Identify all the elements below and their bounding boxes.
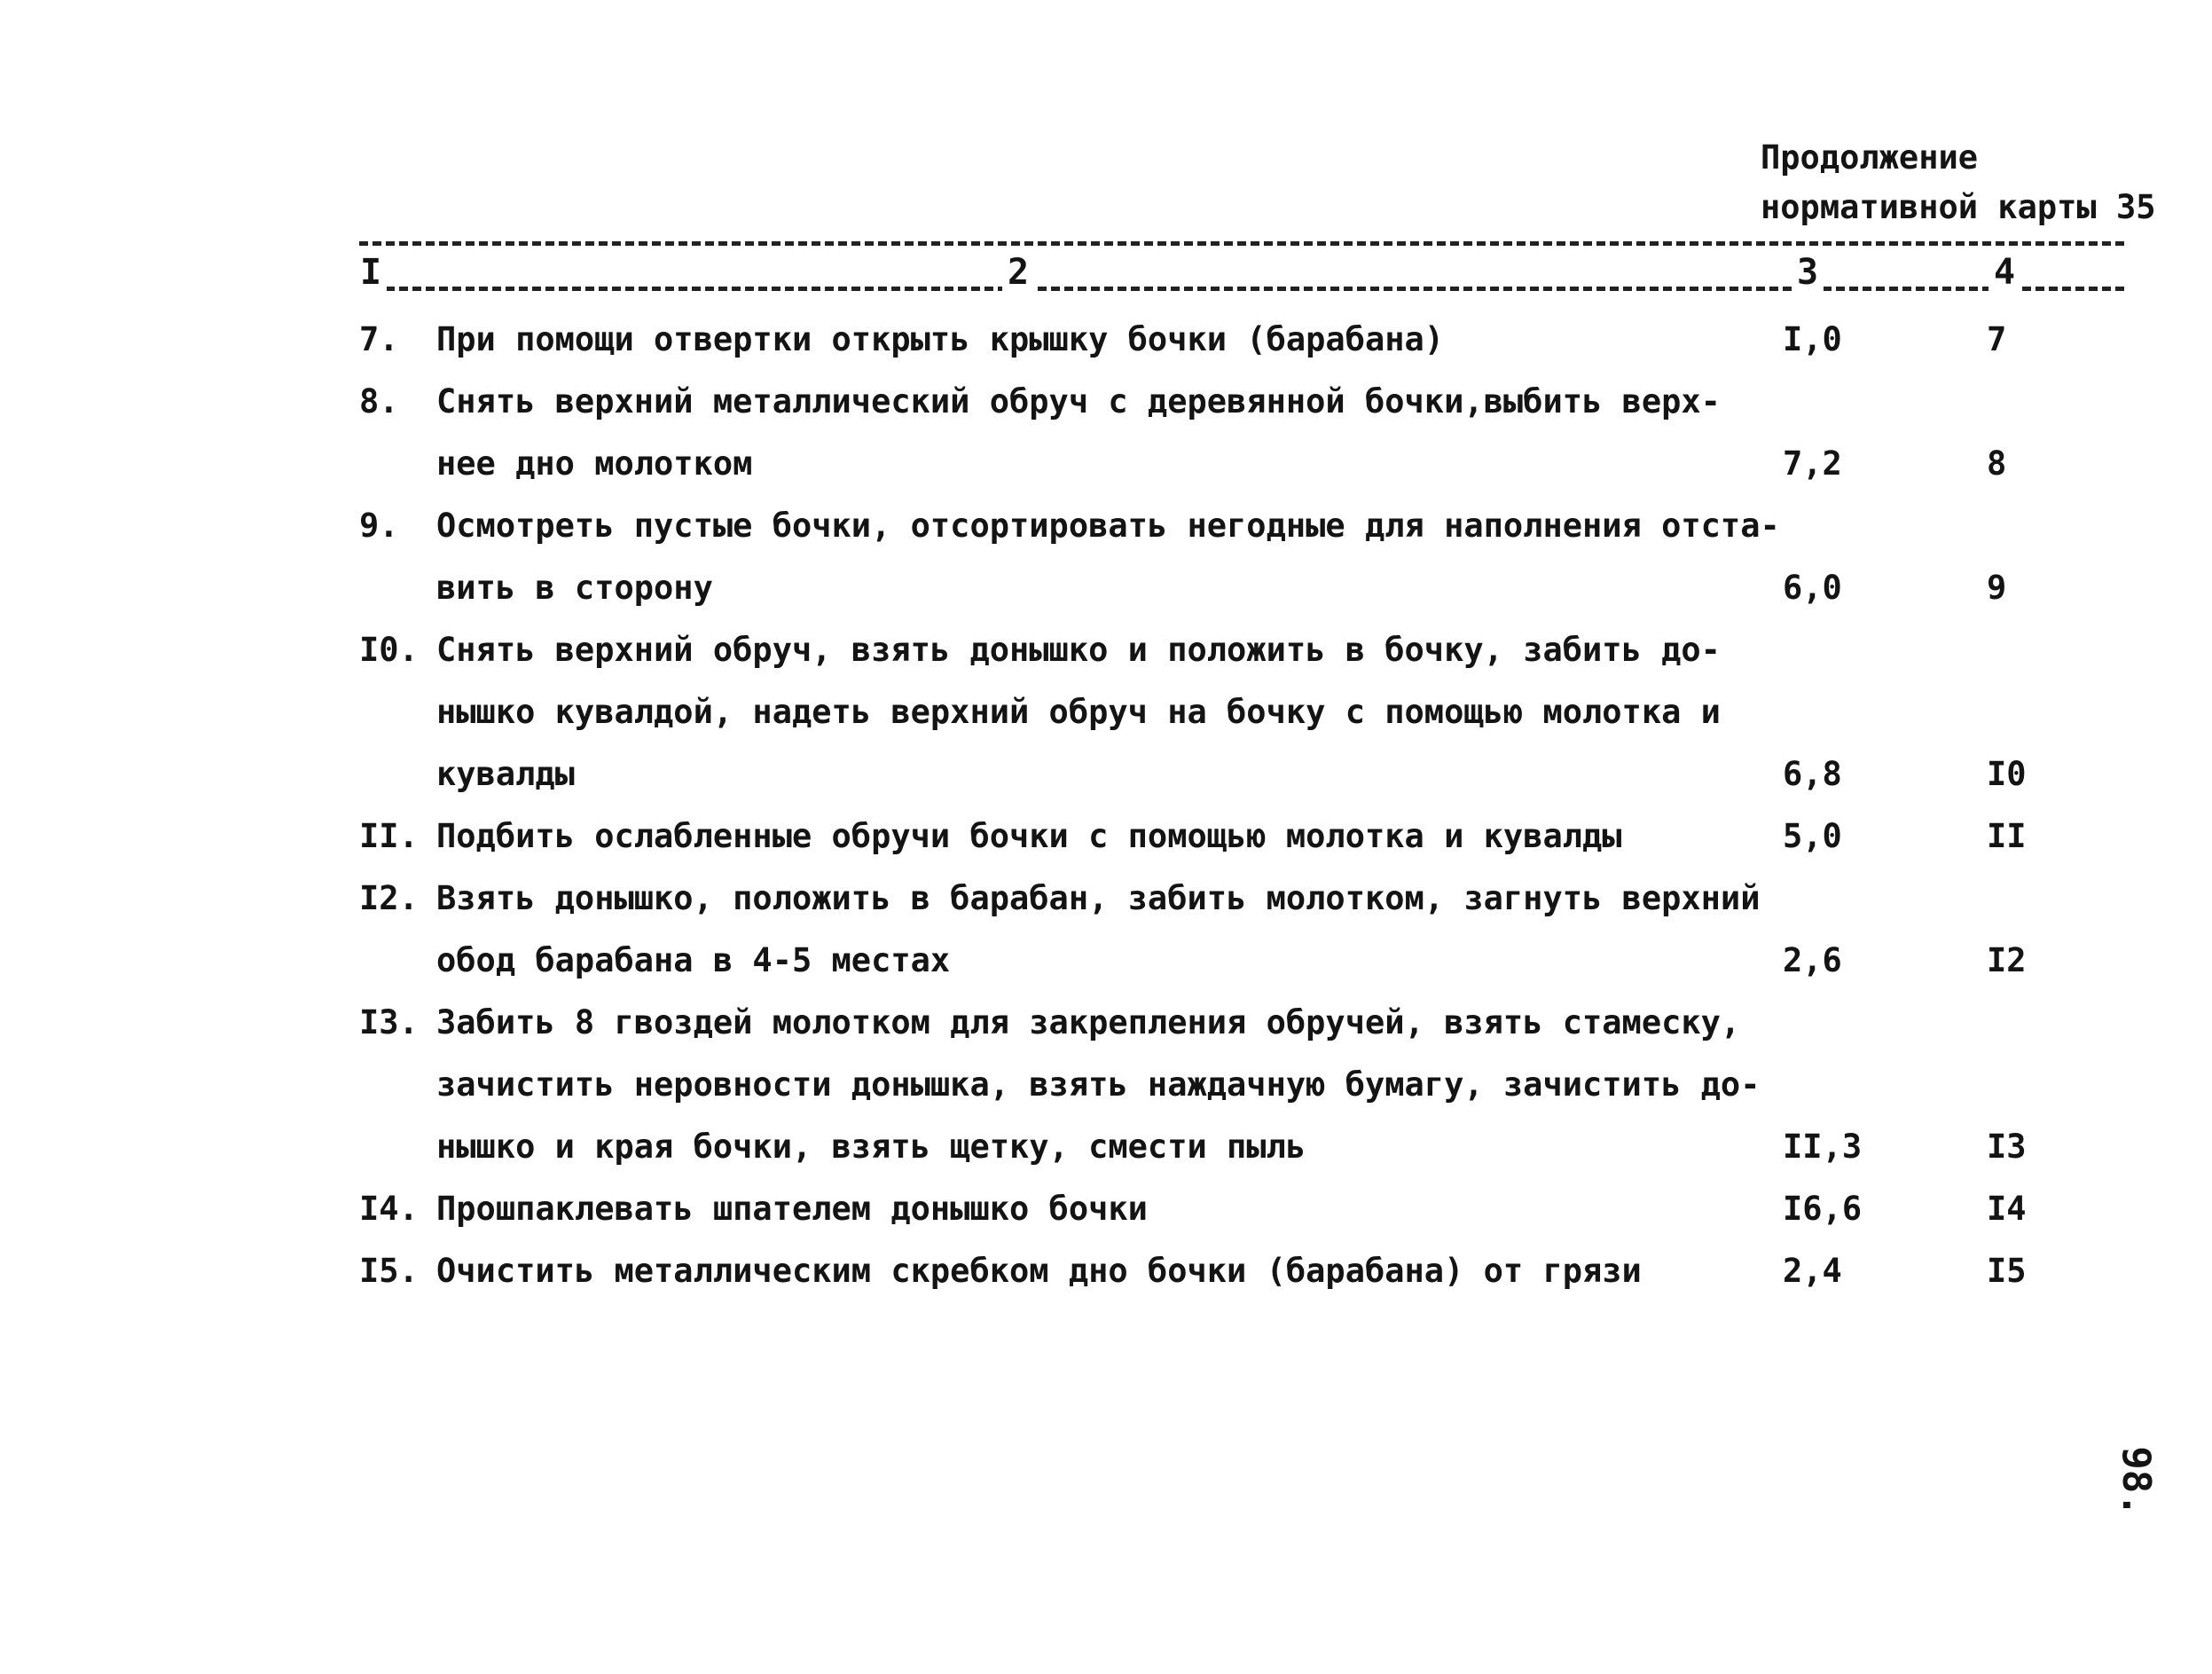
row-text-line: нышко кувалдой, надеть верхний обруч на бочку с помощью молотка и: [436, 693, 1721, 731]
column-header-4: 4: [1988, 253, 2020, 292]
column-header-3: 3: [1792, 253, 1824, 292]
row-text-line: нышко и края бочки, взять щетку, смести пыль: [436, 1128, 1306, 1166]
row-value: II,3: [1783, 1128, 1863, 1166]
row-text-line: вить в сторону: [436, 569, 713, 607]
row-number: I0.: [359, 631, 419, 669]
row-number: I3.: [359, 1003, 419, 1041]
row-reference: I3: [1987, 1128, 2027, 1166]
row-value: 2,4: [1783, 1252, 1842, 1290]
row-number: I2.: [359, 879, 419, 917]
row-number: II.: [359, 817, 419, 855]
row-number: I4.: [359, 1190, 419, 1228]
row-reference: I0: [1987, 755, 2027, 793]
row-text-line: Снять верхний металлический обруч с деревянной бочки,выбить верх-: [436, 382, 1721, 420]
row-value: 2,6: [1783, 941, 1842, 979]
row-value: I,0: [1783, 320, 1842, 358]
row-number: I5.: [359, 1252, 419, 1290]
row-text-line: Подбить ослабленные обручи бочки с помощью молотка и кувалды: [436, 817, 1622, 855]
row-number: 7.: [359, 320, 399, 358]
row-reference: I5: [1987, 1252, 2027, 1290]
row-reference: 9: [1987, 569, 2007, 607]
heading-line-1: Продолжение: [1761, 138, 1979, 177]
row-number: 9.: [359, 507, 399, 545]
row-text-line: Забить 8 гвоздей молотком для закрепления обручей, взять стамеску,: [436, 1003, 1741, 1041]
row-text-line: зачистить неровности донышка, взять наждачную бумагу, зачистить до-: [436, 1065, 1761, 1104]
row-reference: 8: [1987, 444, 2007, 483]
row-text-line: Снять верхний обруч, взять донышко и положить в бочку, забить до-: [436, 631, 1721, 669]
row-text-line: Взять донышко, положить в барабан, забить молотком, загнуть верхний: [436, 879, 1761, 917]
heading-line-2: нормативной карты 35: [1761, 188, 2156, 226]
row-value: 5,0: [1783, 817, 1842, 855]
table-header-rule: [359, 287, 2124, 291]
row-text-line: кувалды: [436, 755, 575, 793]
row-value: 7,2: [1783, 444, 1842, 483]
row-number: 8.: [359, 382, 399, 420]
row-reference: I4: [1987, 1190, 2027, 1228]
row-text-line: нее дно молотком: [436, 444, 753, 483]
row-text-line: Очистить металлическим скребком дно бочки (барабана) от грязи: [436, 1252, 1642, 1290]
row-reference: 7: [1987, 320, 2007, 358]
row-value: 6,8: [1783, 755, 1842, 793]
row-reference: II: [1987, 817, 2027, 855]
row-value: 6,0: [1783, 569, 1842, 607]
column-header-2: 2: [1002, 253, 1034, 292]
page-number: 98.: [2114, 1446, 2159, 1517]
column-header-1: I: [355, 253, 387, 292]
table-top-rule: [359, 241, 2124, 246]
row-text-line: Осмотреть пустые бочки, отсортировать негодные для наполнения отста-: [436, 507, 1780, 545]
row-text-line: При помощи отвертки открыть крышку бочки (барабана): [436, 320, 1445, 358]
row-text-line: Прошпаклевать шпателем донышко бочки: [436, 1190, 1148, 1228]
row-value: I6,6: [1783, 1190, 1863, 1228]
row-reference: I2: [1987, 941, 2027, 979]
row-text-line: обод барабана в 4-5 местах: [436, 941, 951, 979]
continuation-heading: [1761, 133, 2156, 232]
